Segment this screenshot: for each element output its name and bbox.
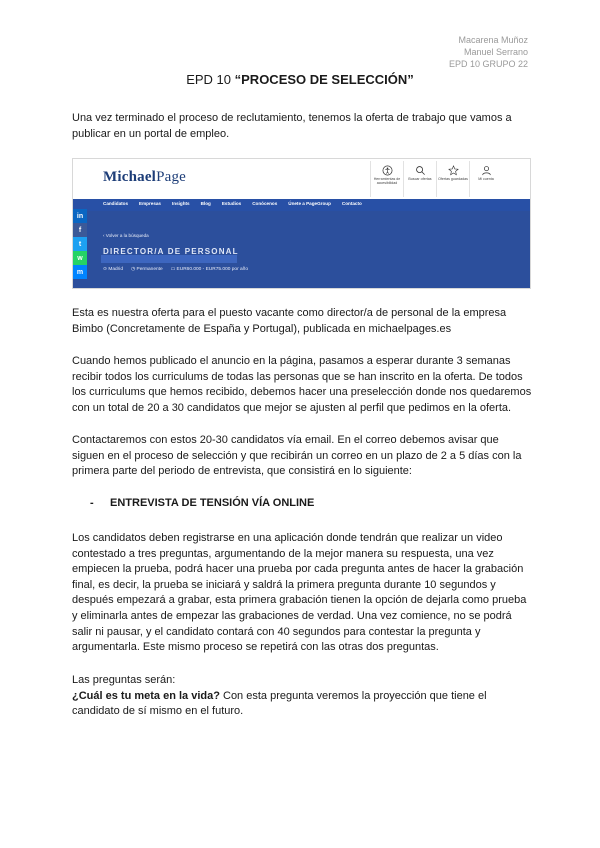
nav-estudios[interactable]: Estudios [221,201,242,206]
author-line-2: Manuel Serrano [463,47,528,57]
question-1 [72,689,532,720]
whatsapp-icon[interactable]: w [73,251,87,265]
nav-conocenos[interactable]: Conócenos [252,201,278,206]
twitter-icon[interactable]: t [73,237,87,251]
bullet-interview-heading [90,497,314,509]
job-title: DIRECTOR/A DE PERSONAL [103,247,239,256]
accessibility-icon [382,165,393,176]
nav-candidatos[interactable]: Candidatos [103,201,129,206]
question-1-bold: ¿Cuál es tu meta en la vida? [72,689,220,702]
title-highlight [101,255,237,263]
site-header [73,159,530,199]
nav-blog[interactable]: Blog [200,201,211,206]
job-hero [73,211,530,288]
paragraph-intro: Una vez terminado el proceso de reclutamiento, tenemos la oferta de trabajo que vamos a publicar en un portal de empleo. [72,112,512,140]
saved-label: Ofertas guardadas [438,177,468,181]
facebook-icon[interactable]: f [73,223,87,237]
question-1-rest: Con esta pregunta veremos la proyección que tiene el candidato de sí mismo en el futuro. [72,689,487,718]
back-to-search-link[interactable]: ‹ Volver a la búsqueda [103,233,149,238]
user-icon [481,165,492,176]
messenger-icon[interactable]: m [73,265,87,279]
job-type: ◷ Permanente [131,267,163,272]
nav-unete[interactable]: Únete a PageGroup [288,201,331,206]
paragraph-contact: Contactaremos con estos 20-30 candidatos vía email. En el correo debemos avisar que siguen en el proceso de selección y que recibirán un correo en un plazo de 2 a 5 días con la primera parte del periodo de entrevista, que consistirá en lo siguiente: [72,434,522,478]
paragraph-video: Los candidatos deben registrarse en una aplicación donde tendrán que realizar un video contestado a tres preguntas, argumentando de la mejor manera su respuesta, una vez empiecen la prueba, podrá hacer una prueba por cada pregunta antes de hacer la grabación final, es decir, la prueba se iniciará y saldrá la primera pregunta durante 10 segundos y después empezará a grabar, esta primera grabación tienen la opción de dejarla como prueba y eliminarla antes de empezar las grabaciones de verdad. Una vez comience, no se podrá salir ni pausar, y el candidato contará con 40 segundos para contestar la pregunta y argumentarla. Este mismo proceso se repetirá con las otras dos preguntas. [72,532,527,654]
accessibility-label: Herramientas de accesibilidad [373,177,401,185]
title-prefix: EPD 10 [186,72,235,87]
document-title [0,72,600,87]
paragraph-offer: Esta es nuestra oferta para el puesto vacante como director/a de personal de la empresa Bimbo (Concretamente de España y Portugal), publicada en michaelpages.es [72,307,507,335]
author-line-1: Macarena Muñoz [458,35,528,45]
job-salary: ▭ EUR60.000 - EUR75.000 por año [170,267,249,272]
logo-page: Page [156,169,187,185]
logo-michael: Michael [103,169,157,185]
author-block [449,34,528,70]
michael-page-logo [103,169,186,186]
title-main: “PROCESO DE SELECCIÓN” [234,72,414,87]
search-jobs-button[interactable] [403,161,436,197]
bullet-dash: - [90,497,94,509]
job-offer-screenshot [72,158,531,289]
account-button[interactable] [469,161,502,197]
search-icon [415,165,426,176]
header-icons [370,161,502,197]
author-line-3: EPD 10 GRUPO 22 [448,59,528,69]
paragraph-wait: Cuando hemos publicado el anuncio en la página, pasamos a esperar durante 3 semanas recibir todos los curriculums de todas las personas que se han inscrito en la oferta. De todos los curriculums que hemos recibido, debemos hacer una preselección donde nos quedaremos con un total de 20 a 30 candidatos que mejor se ajusten al perfil que pedimos en la oferta. [72,355,532,414]
bullet-text: ENTREVISTA DE TENSIÓN VÍA ONLINE [110,497,315,509]
nav-empresas[interactable]: Empresas [139,201,161,206]
nav-insights[interactable]: Insights [171,201,190,206]
site-nav [73,199,530,211]
questions-intro: Las preguntas serán: [72,674,176,686]
nav-contacto[interactable]: Contacto [341,201,362,206]
job-meta [103,267,248,272]
account-label: Mi cuenta [478,177,494,181]
social-share-bar [73,209,87,279]
job-location: ⊙ Madrid [103,267,124,272]
saved-jobs-button[interactable] [436,161,469,197]
linkedin-icon[interactable]: in [73,209,87,223]
search-label: Buscar ofertas [408,177,432,181]
star-icon [448,165,459,176]
paragraph-questions [72,673,532,720]
accessibility-button[interactable] [370,161,403,197]
